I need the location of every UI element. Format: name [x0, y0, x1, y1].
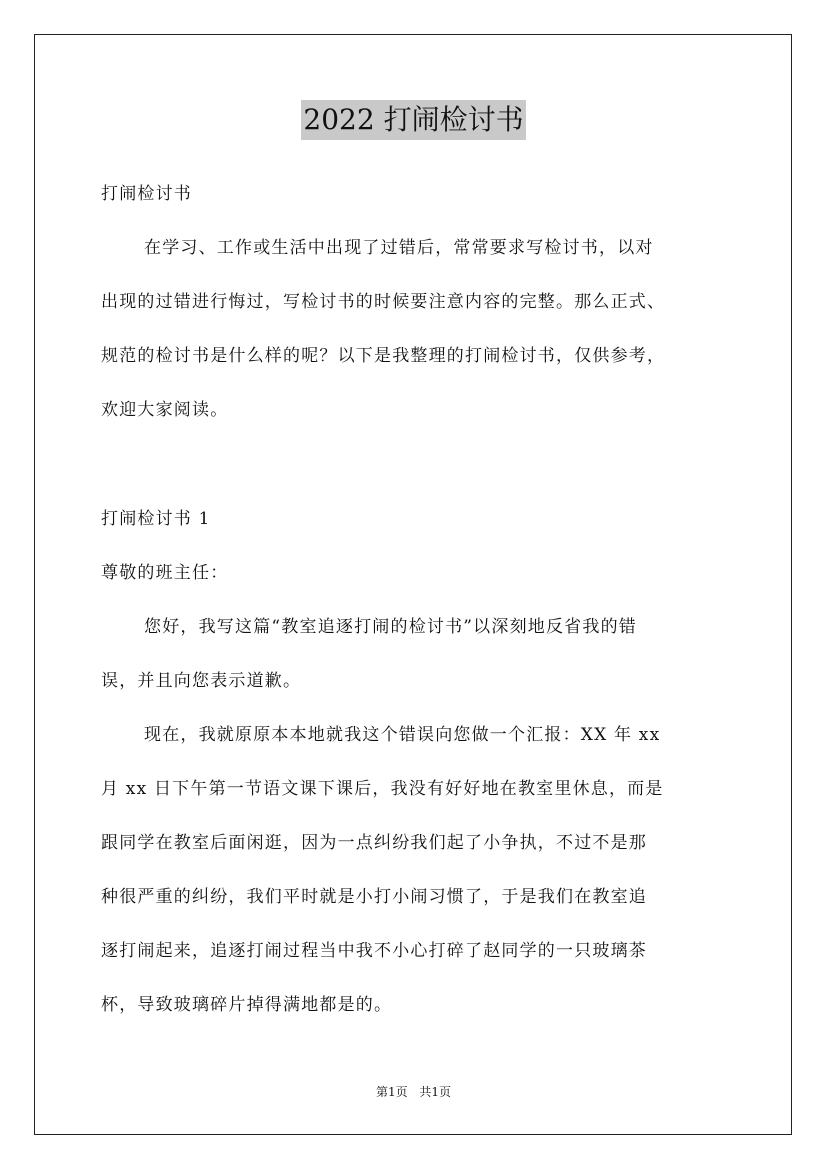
- paragraph-line: 现在，我就原原本本地就我这个错误向您做一个汇报：XX 年 xx: [144, 725, 661, 745]
- paragraph-line: 您好，我写这篇“教室追逐打闹的检讨书”以深刻地反省我的错: [144, 617, 637, 637]
- paragraph-line: 欢迎大家阅读。: [101, 400, 229, 420]
- paragraph-line: 出现的过错进行悔过，写检讨书的时候要注意内容的完整。那么正式、: [101, 292, 666, 312]
- section-heading: 打闹检讨书: [101, 184, 192, 204]
- paragraph-line: 误，并且向您表示道歉。: [101, 671, 302, 691]
- page-footer: [0, 1083, 827, 1100]
- title-wrap: [0, 100, 827, 140]
- paragraph-line: 规范的检讨书是什么样的呢？以下是我整理的打闹检讨书，仅供参考，: [101, 346, 666, 366]
- section-heading: 打闹检讨书 1: [101, 509, 211, 529]
- paragraph-line: 种很严重的纠纷，我们平时就是小打小闹习惯了，于是我们在教室追: [101, 887, 647, 907]
- paragraph-line: 月 xx 日下午第一节语文课下课后，我没有好好地在教室里休息，而是: [101, 779, 664, 799]
- paragraph-line: 杯，导致玻璃碎片掉得满地都是的。: [101, 995, 393, 1015]
- document-title: 2022 打闹检讨书: [301, 100, 525, 140]
- page-number: 第1页: [375, 1085, 408, 1099]
- paragraph-line: 逐打闹起来，追逐打闹过程当中我不小心打碎了赵同学的一只玻璃茶: [101, 941, 647, 961]
- salutation: 尊敬的班主任：: [101, 563, 229, 583]
- paragraph-line: 跟同学在教室后面闲逛，因为一点纠纷我们起了小争执，不过不是那: [101, 833, 647, 853]
- paragraph-line: 在学习、工作或生活中出现了过错后，常常要求写检讨书，以对: [144, 238, 654, 258]
- total-pages: 共1页: [419, 1085, 452, 1099]
